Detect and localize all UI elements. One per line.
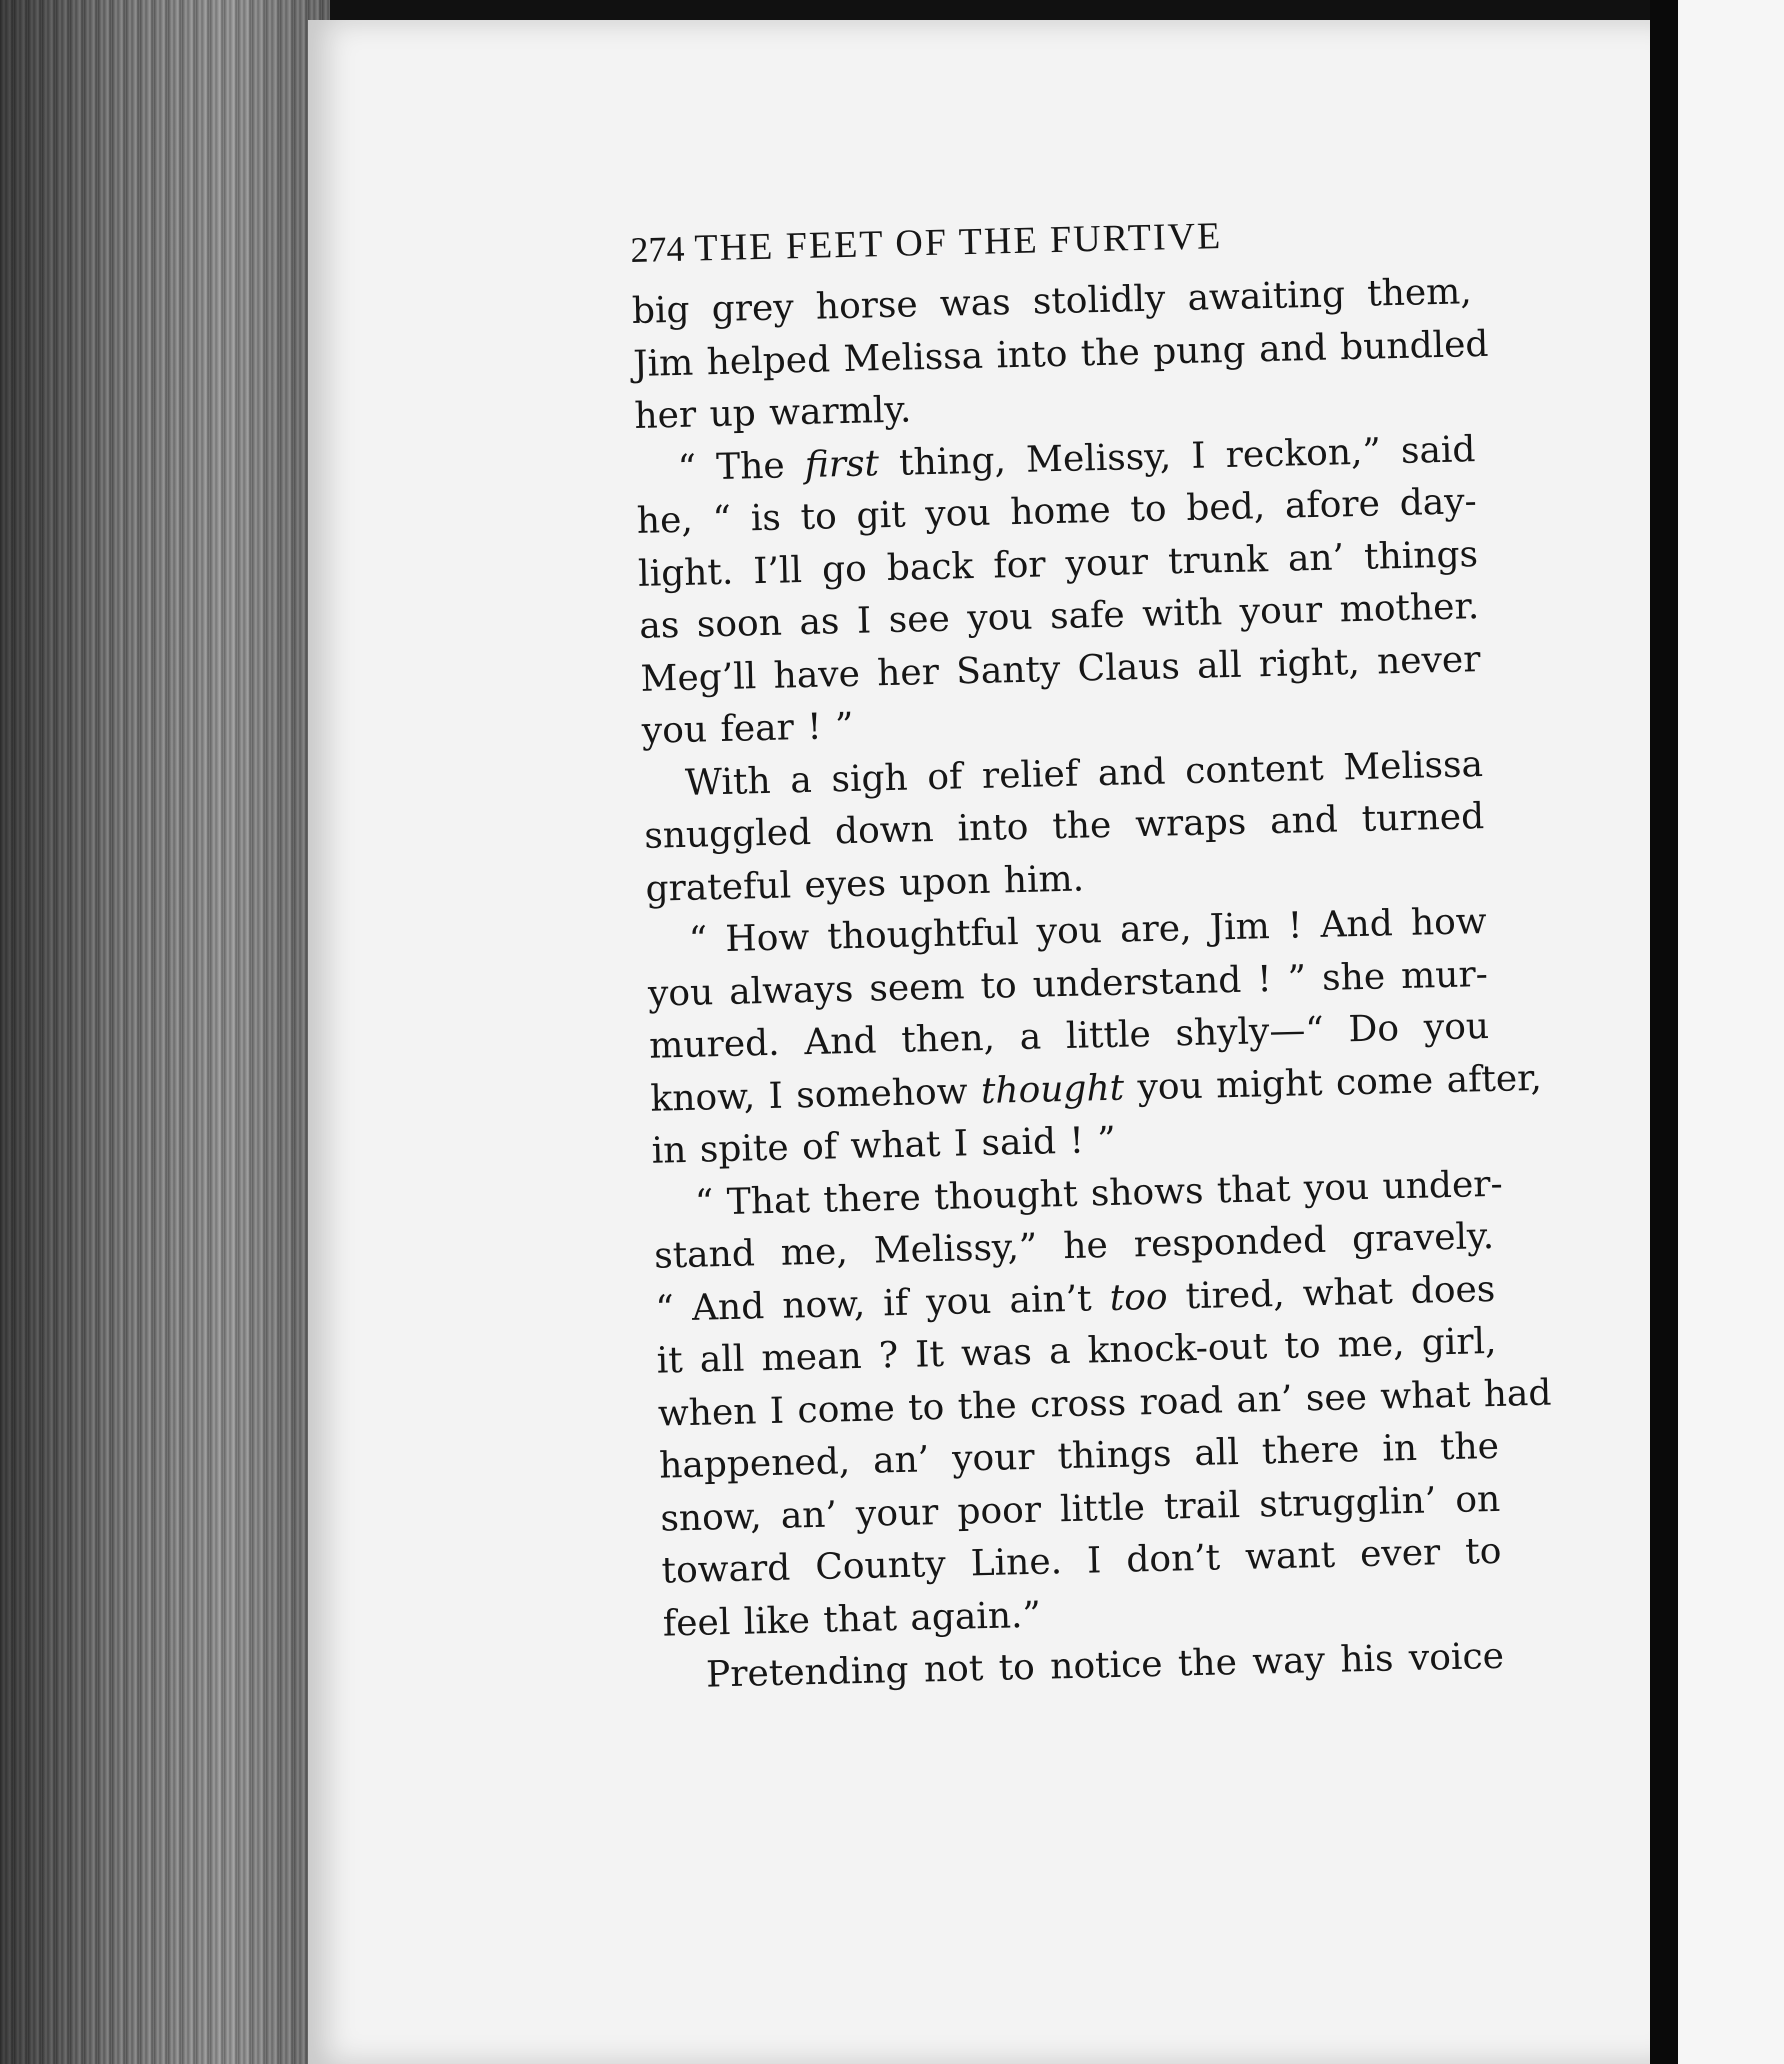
text-run: as soon as I see you safe with your mother. xyxy=(638,586,1480,647)
text-run: when I come to the cross road an’ see what had xyxy=(657,1372,1552,1435)
text-run: snuggled down into the wraps and turned xyxy=(643,796,1485,857)
running-head-title: THE FEET OF THE FURTIVE xyxy=(694,215,1223,270)
text-run: happened, an’ your things all there in the xyxy=(658,1425,1500,1487)
text-run: Meg’ll have her Santy Claus all right, never xyxy=(640,638,1481,700)
text-run: tired, what does xyxy=(1167,1268,1496,1318)
text-run: big grey horse was stolidly awaiting them, xyxy=(631,271,1473,332)
page-number: 274 xyxy=(630,228,685,270)
text-run: Jim helped Melissa into the pung and bundled xyxy=(632,323,1489,385)
text-run: “ The xyxy=(677,444,806,489)
text-run: he, “ is to git you home to bed, afore day- xyxy=(636,481,1478,542)
text-run: “ That there thought shows that you under- xyxy=(694,1163,1504,1224)
page-text-block xyxy=(630,208,1552,1703)
text-run: Pretending not to notice the way his voice xyxy=(705,1635,1505,1696)
text-run: “ And now, if you ain’t xyxy=(654,1277,1111,1330)
text-run: grateful eyes upon him. xyxy=(645,857,1085,910)
text-run: snow, an’ your poor little trail strugglin’ on xyxy=(659,1478,1501,1540)
text-run: light. I’ll go back for your trunk an’ things xyxy=(637,533,1479,595)
stacked-page-edges xyxy=(0,0,330,2064)
text-run: know, I somehow xyxy=(650,1070,982,1120)
italic-text: thought xyxy=(980,1067,1125,1112)
body-text xyxy=(631,266,1552,1703)
text-run: you might come after, xyxy=(1123,1057,1543,1109)
text-run: her up warmly. xyxy=(633,389,912,437)
text-run: feel like that again.” xyxy=(662,1594,1042,1645)
text-run: in spite of what I said ! ” xyxy=(651,1119,1117,1172)
text-run: stand me, Melissy,” he responded gravely. xyxy=(653,1215,1495,1277)
text-run: thing, Melissy, I reckon,” said xyxy=(878,428,1476,484)
text-run: toward County Line. I don’t want ever to xyxy=(661,1530,1502,1592)
text-run: you always seem to understand ! ” she mur- xyxy=(647,953,1489,1015)
text-run: “ How thoughtful you are, Jim ! And how xyxy=(688,901,1488,961)
text-run: mured. And then, a little shyly—“ Do you xyxy=(648,1005,1490,1067)
text-run: it all mean ? It was a knock-out to me, girl, xyxy=(656,1320,1497,1382)
italic-text: first xyxy=(804,442,880,486)
book-gutter xyxy=(1650,0,1678,2064)
text-run: With a sigh of relief and content Melissa xyxy=(684,743,1484,804)
text-run: you fear ! ” xyxy=(641,705,854,752)
italic-text: too xyxy=(1109,1276,1169,1319)
facing-page-edge xyxy=(1678,0,1784,2064)
